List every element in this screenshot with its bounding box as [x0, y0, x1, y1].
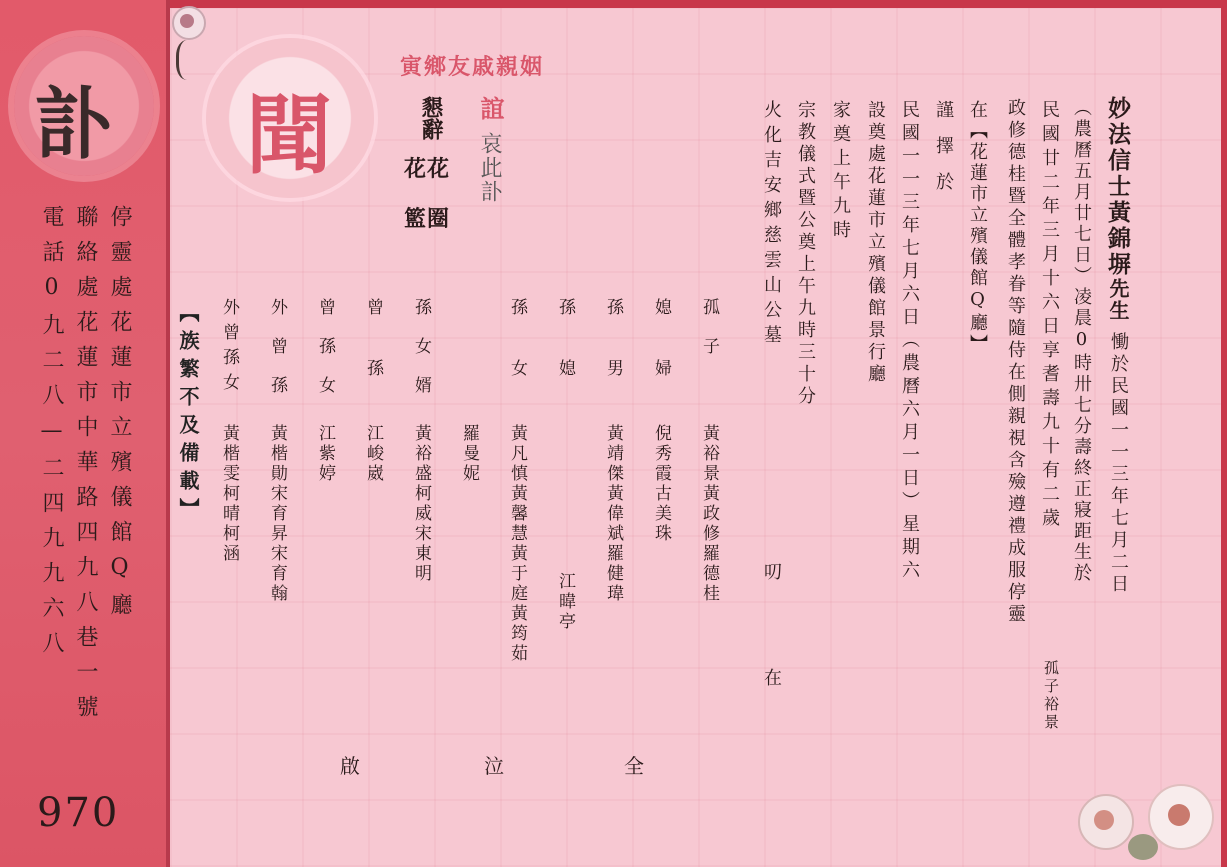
- family-names-4: 黃凡慎黃馨慧黃于庭黃筠茹: [507, 424, 527, 664]
- relations-line: 寅鄉友戚親姻: [400, 54, 545, 80]
- family-names-9: 黃楷勛宋育昇宋育翰: [267, 424, 287, 604]
- mourning-line: 哀此訃: [477, 132, 502, 204]
- band-edge: [166, 0, 170, 867]
- body-line-1: 慟於民國一一三年七月二日: [1108, 332, 1129, 596]
- family-role-7: 曾孫: [363, 298, 383, 420]
- flower-bottom-right-icon: [1070, 780, 1227, 867]
- venue-line: 停靈處花蓮市立殯儀館Q廳: [107, 205, 132, 628]
- flower-top-left-icon: [166, 0, 216, 90]
- yi-char: 誼: [476, 96, 505, 120]
- footer-quan: 全: [624, 754, 644, 778]
- footer-qi2: 泣: [484, 754, 504, 778]
- family-role-2: 孫男: [603, 298, 623, 420]
- decline-line-2: 花花: [404, 156, 451, 182]
- family-names-7: 江峻崴: [363, 424, 383, 484]
- body-line-6: 謹擇於: [933, 100, 954, 208]
- footer-qi: 啟: [340, 754, 360, 778]
- deceased-honorific: 先生: [1106, 278, 1130, 322]
- phone-line: 電話0九二八—二四九九六八: [39, 205, 64, 666]
- family-names-1: 倪秀霞古美珠: [651, 424, 671, 544]
- family-names-0: 黃裕景黃政修羅德桂: [699, 424, 719, 604]
- body-line-2: （農曆五月廿七日）凌晨0時卅七分壽終正寢距生於: [1071, 98, 1092, 584]
- family-role-6: 孫女婿: [411, 298, 431, 415]
- headline-char: 訃: [34, 79, 113, 170]
- body-line-5: 在【花蓮市立殯儀館Q廳】: [967, 100, 988, 355]
- body-line-11-b: 叨: [761, 562, 782, 589]
- family-role-0: 孤子: [699, 298, 719, 376]
- body-line-11: 火化吉安鄉慈雲山公墓: [761, 100, 782, 350]
- family-role-8: 曾孫女: [315, 298, 335, 415]
- family-role-10: 外曾孫女: [219, 298, 239, 398]
- body-line-7: 民國一一三年七月六日（農曆六月一日）星期六: [899, 100, 920, 583]
- body-line-11-c: 在: [761, 668, 782, 695]
- decline-line-1: 懇辭: [418, 96, 444, 140]
- bracket-note: 【族繁不及備載】: [176, 302, 200, 526]
- phone-tail: 970: [37, 790, 120, 836]
- deceased-name: 妙法信士黃錦塀: [1104, 96, 1131, 278]
- family-names-3: 江暐亭: [555, 572, 575, 632]
- top-border: [170, 0, 1227, 8]
- body-line-4: 政修德桂暨全體孝眷等隨侍在側親視含殮遵禮成服停靈: [1005, 98, 1026, 626]
- family-role-4: 孫女: [507, 298, 527, 420]
- body-line-3-small: 孤子裕景: [1042, 660, 1060, 732]
- family-names-2: 黃靖傑黃偉斌羅健瑋: [603, 424, 623, 604]
- body-line-8: 設奠處花蓮市立殯儀館景行廳: [865, 100, 886, 386]
- family-names-10: 黃楷雯柯晴柯涵: [219, 424, 239, 564]
- wen-char: 聞: [246, 85, 332, 186]
- body-line-10: 宗教儀式暨公奠上午九時三十分: [795, 100, 816, 408]
- family-role-1: 媳婦: [651, 298, 671, 420]
- body-line-9: 家奠上午九時: [830, 100, 851, 244]
- family-names-8: 江紫婷: [315, 424, 335, 484]
- right-border: [1221, 0, 1227, 867]
- decline-line-3: 籃圈: [404, 206, 451, 232]
- family-names-5: 羅曼妮: [459, 424, 479, 484]
- contact-line: 聯絡處花蓮市中華路四九八巷一號: [73, 205, 98, 730]
- body-line-3: 民國廿二年三月十六日享耆壽九十有二歲: [1039, 100, 1060, 532]
- family-role-3: 孫媳: [555, 298, 575, 420]
- family-role-9: 外曾孫: [267, 298, 287, 415]
- family-names-6: 黃裕盛柯威宋東明: [411, 424, 431, 584]
